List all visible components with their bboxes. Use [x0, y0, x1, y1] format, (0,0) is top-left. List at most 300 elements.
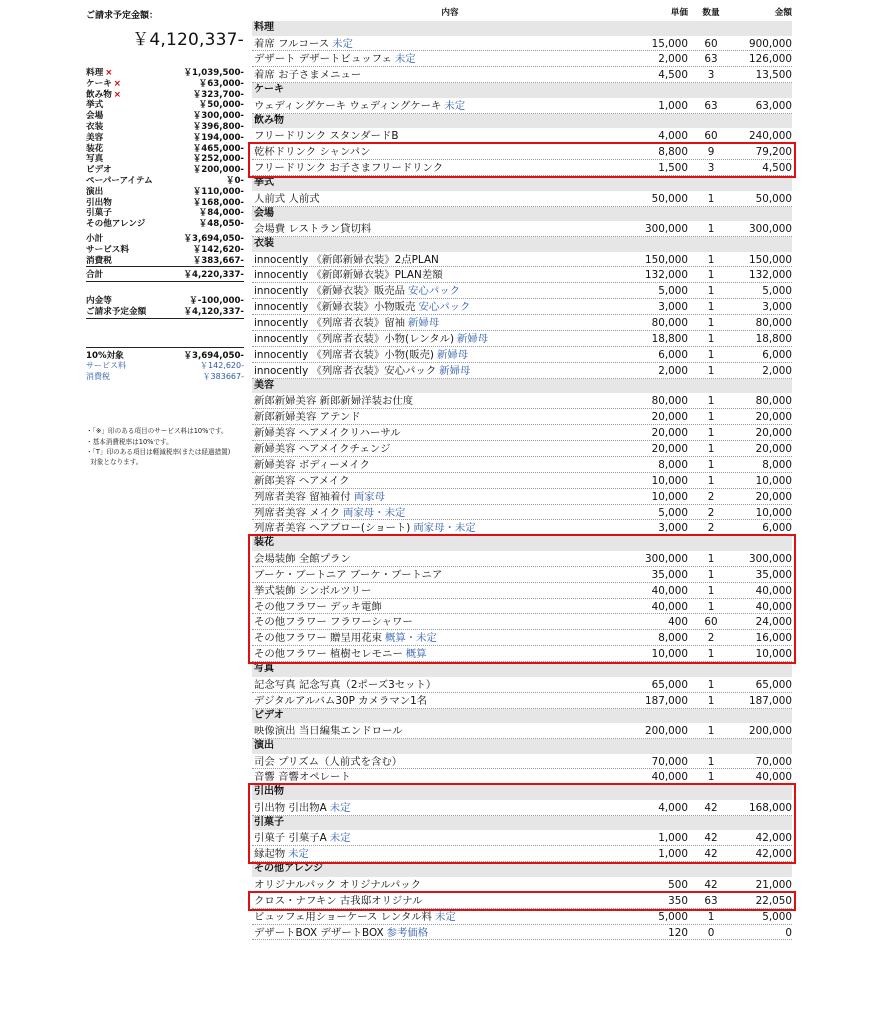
- item-name: 人前式 人前式: [254, 192, 320, 205]
- item-name: 列席者美容 留袖着付: [254, 490, 351, 503]
- table-row: [252, 800, 792, 816]
- item-amount: 50,000: [755, 192, 792, 205]
- item-name-cell: [254, 909, 608, 924]
- category-total-row: [86, 208, 244, 219]
- item-price: 35,000: [651, 568, 688, 581]
- item-tag: 概算: [405, 648, 427, 661]
- item-amount: 240,000: [749, 130, 792, 143]
- item-price: 4,000: [658, 801, 688, 814]
- item-price: 1,500: [658, 162, 688, 175]
- category-total-label: 会場: [86, 111, 104, 122]
- tax-target-label: 10%対象: [86, 350, 124, 361]
- category-header: 衣装: [252, 237, 792, 252]
- category-total-value: ￥200,000-: [192, 165, 244, 176]
- table-row: [252, 846, 792, 862]
- item-price: 300,000: [645, 223, 688, 236]
- item-name-cell: [254, 925, 608, 940]
- table-row: [252, 630, 792, 646]
- estimate-table: [252, 6, 792, 940]
- table-row: [252, 252, 792, 268]
- item-qty: 3: [707, 69, 715, 82]
- table-row: [252, 893, 792, 909]
- item-price: 3,000: [658, 301, 688, 314]
- table-row: [252, 599, 792, 615]
- item-qty: 42: [704, 878, 718, 891]
- item-name-cell: [254, 128, 608, 143]
- item-name-cell: [254, 599, 608, 614]
- item-name: innocently 《新郎新婦衣装》2点PLAN: [254, 253, 439, 266]
- item-amount: 10,000: [755, 506, 792, 519]
- category-total-row: [86, 122, 244, 133]
- table-row: [252, 551, 792, 567]
- item-name-cell: [254, 567, 608, 582]
- item-name: ウェディングケーキ ウェディングケーキ: [254, 99, 442, 112]
- category-total-value: ￥1,039,500-: [183, 68, 244, 78]
- item-price: 8,000: [658, 632, 688, 645]
- item-qty: 1: [707, 755, 715, 768]
- category-header: 演出: [252, 739, 792, 754]
- item-name: クロス・ナフキン 古我邸オリジナル: [254, 894, 423, 907]
- category-total-label: 衣装: [86, 121, 104, 132]
- item-name-cell: [254, 877, 608, 892]
- item-price: 8,800: [658, 146, 688, 159]
- category-total-value: ￥194,000-: [192, 132, 244, 143]
- category-total-value: ￥396,800-: [192, 121, 244, 132]
- item-qty: 63: [704, 894, 718, 907]
- item-amount: 70,000: [755, 755, 792, 768]
- item-qty: 1: [707, 694, 715, 707]
- item-name-cell: [254, 846, 608, 861]
- item-amount: 6,000: [762, 348, 792, 361]
- table-row: [252, 693, 792, 709]
- item-tag: 参考価格: [386, 926, 429, 939]
- tax-target-value: ￥3,694,050-: [183, 350, 244, 361]
- estimate-row: [86, 307, 244, 319]
- item-name-cell: [254, 677, 608, 692]
- item-name: 記念写真 記念写真（2ポーズ3セット）: [254, 678, 437, 691]
- item-name-cell: [254, 393, 608, 408]
- item-name: 列席者美容 メイク: [254, 506, 341, 519]
- table-header: [252, 6, 792, 21]
- item-price: 5,000: [658, 285, 688, 298]
- item-amount: 168,000: [749, 801, 792, 814]
- table-row: [252, 191, 792, 207]
- item-name-cell: [254, 441, 608, 456]
- item-name-cell: [254, 409, 608, 424]
- table-row: [252, 583, 792, 599]
- item-name: 新婦美容 ヘアメイクチェンジ: [254, 442, 391, 455]
- table-row: [252, 160, 792, 176]
- item-tag: 未定: [329, 801, 351, 814]
- item-name: innocently 《列席者衣装》小物(レンタル): [254, 333, 455, 346]
- item-tag: 未定: [394, 53, 416, 66]
- estimate-row-value: ￥4,120,337-: [183, 306, 244, 317]
- table-row: [252, 646, 792, 662]
- item-tag: 未定: [288, 848, 309, 861]
- table-row: [252, 347, 792, 363]
- item-amount: 40,000: [755, 584, 792, 597]
- category-total-row: [86, 198, 244, 209]
- item-amount: 10,000: [755, 474, 792, 487]
- item-name-cell: [254, 769, 608, 784]
- table-body: [252, 21, 792, 940]
- item-qty: 60: [704, 37, 718, 50]
- item-price: 400: [668, 616, 688, 629]
- estimate-total: ￥4,120,337-: [132, 30, 244, 50]
- table-row: [252, 473, 792, 489]
- note-line: ・「T」印のある項目は軽減税率(または経過措置): [86, 448, 231, 457]
- item-tag: 未定: [435, 910, 456, 923]
- tax-label: 消費税: [86, 255, 112, 266]
- item-qty: 1: [707, 771, 715, 784]
- item-qty: 1: [707, 253, 715, 266]
- item-name-cell: [254, 473, 608, 488]
- item-qty: 1: [707, 301, 715, 314]
- item-name-cell: [254, 98, 608, 113]
- item-tag: 両家母・未定: [413, 522, 476, 535]
- deposit-value: ￥-100,000-: [189, 296, 244, 307]
- category-total-value: ￥252,000-: [192, 154, 244, 165]
- item-name-cell: [254, 425, 608, 440]
- category-total-row: [86, 154, 244, 165]
- table-row: [252, 98, 792, 114]
- item-amount: 79,200: [755, 146, 792, 159]
- table-row: [252, 614, 792, 630]
- item-qty: 9: [707, 146, 715, 159]
- category-total-row: [86, 176, 244, 187]
- item-name: その他フラワー フラワーシャワー: [254, 616, 413, 629]
- total-value: ￥4,220,337-: [183, 270, 244, 281]
- item-price: 8,000: [658, 458, 688, 471]
- category-total-label: その他アレンジ: [86, 219, 146, 230]
- item-price: 10,000: [651, 648, 688, 661]
- deposit-row: [86, 296, 244, 307]
- item-name: 音響 音響オペレート: [254, 771, 351, 784]
- table-row: [252, 128, 792, 144]
- table-row: [252, 409, 792, 425]
- item-name-cell: [254, 144, 608, 159]
- item-amount: 21,000: [755, 878, 792, 891]
- service-mark: ×: [113, 89, 121, 100]
- service-label: サービス料: [86, 244, 129, 255]
- item-qty: 2: [707, 522, 715, 535]
- service-mark: ×: [113, 78, 121, 89]
- item-amount: 13,500: [755, 69, 792, 82]
- item-price: 4,000: [658, 130, 688, 143]
- item-tag: 両家母: [353, 490, 385, 503]
- tax-value: ￥383,667-: [192, 255, 244, 266]
- subtotal-label: 小計: [86, 233, 104, 244]
- item-qty: 60: [704, 130, 718, 143]
- item-qty: 2: [707, 490, 715, 503]
- item-price: 40,000: [651, 584, 688, 597]
- item-price: 18,800: [651, 333, 688, 346]
- item-price: 187,000: [645, 694, 688, 707]
- item-name: 引菓子 引菓子A: [254, 832, 327, 845]
- item-amount: 3,000: [762, 301, 792, 314]
- summary-panel: [86, 8, 244, 468]
- tax-service-row: [86, 361, 244, 372]
- item-price: 300,000: [645, 552, 688, 565]
- category-total-row: [86, 111, 244, 122]
- item-name-cell: [254, 331, 608, 346]
- item-price: 150,000: [645, 253, 688, 266]
- item-price: 2,000: [658, 53, 688, 66]
- item-qty: 1: [707, 725, 715, 738]
- item-name: 乾杯ドリンク シャンパン: [254, 146, 371, 159]
- subtotal-row: [86, 234, 244, 245]
- item-name: デザート デザートビュッフェ: [254, 53, 392, 66]
- item-name: 列席者美容 ヘアブロー(ショート): [254, 522, 411, 535]
- item-price: 15,000: [651, 37, 688, 50]
- item-name: 引出物 引出物A: [254, 801, 327, 814]
- item-amount: 5,000: [762, 285, 792, 298]
- item-price: 1,000: [658, 99, 688, 112]
- item-tag: 新婦母: [439, 364, 471, 377]
- total-label: 合計: [86, 270, 104, 281]
- tax-service-value: ￥142,620-: [200, 361, 244, 371]
- item-tag: 新婦母: [408, 317, 440, 330]
- item-name-cell: [254, 160, 608, 175]
- category-totals: [86, 68, 244, 230]
- category-total-value: ￥323,700-: [192, 89, 244, 100]
- tax-breakdown: [86, 347, 244, 383]
- item-price: 132,000: [645, 269, 688, 282]
- item-name-cell: [254, 363, 608, 378]
- item-price: 3,000: [658, 522, 688, 535]
- table-row: [252, 489, 792, 505]
- item-price: 10,000: [651, 474, 688, 487]
- category-header: 飲み物: [252, 114, 792, 129]
- item-amount: 16,000: [755, 632, 792, 645]
- item-name: innocently 《新婦衣装》小物販売: [254, 301, 416, 314]
- item-amount: 300,000: [749, 223, 792, 236]
- item-name: 挙式装飾 シンボルツリー: [254, 584, 372, 597]
- category-total-value: ￥300,000-: [192, 111, 244, 122]
- table-row: [252, 769, 792, 785]
- item-name: 会場装飾 全館プラン: [254, 552, 351, 565]
- item-qty: 1: [707, 568, 715, 581]
- tax-tax-row: [86, 372, 244, 383]
- category-total-row: [86, 187, 244, 198]
- tax-tax-label: 消費税: [86, 371, 110, 381]
- item-qty: 1: [707, 584, 715, 597]
- category-header: 引菓子: [252, 816, 792, 831]
- item-name-cell: [254, 51, 608, 66]
- category-total-label-wrap: [86, 68, 112, 79]
- item-amount: 10,000: [755, 648, 792, 661]
- table-row: [252, 283, 792, 299]
- item-amount: 42,000: [755, 832, 792, 845]
- category-total-value: ￥0-: [225, 175, 244, 186]
- item-name-cell: [254, 800, 608, 815]
- table-row: [252, 505, 792, 521]
- item-name-cell: [254, 347, 608, 362]
- item-price: 20,000: [651, 442, 688, 455]
- item-tag: 新婦母: [436, 348, 469, 361]
- table-row: [252, 925, 792, 941]
- category-header: ケーキ: [252, 83, 792, 98]
- item-name-cell: [254, 723, 608, 738]
- category-header: 料理: [252, 21, 792, 36]
- category-header: 装花: [252, 536, 792, 551]
- item-qty: 1: [707, 348, 715, 361]
- table-row: [252, 909, 792, 925]
- item-amount: 63,000: [755, 99, 792, 112]
- note-line: ・基本消費税率は10%です。: [86, 437, 173, 446]
- item-qty: 60: [704, 616, 718, 629]
- item-name-cell: [254, 267, 608, 282]
- table-row: [252, 425, 792, 441]
- item-tag: 未定: [332, 37, 353, 50]
- category-total-value: ￥84,000-: [198, 208, 244, 219]
- category-header: 挙式: [252, 176, 792, 191]
- item-amount: 20,000: [755, 442, 792, 455]
- item-name: innocently 《新婦衣装》販売品: [254, 285, 406, 298]
- table-row: [252, 457, 792, 473]
- category-total-label: ペーパーアイテム: [86, 175, 153, 186]
- item-name: innocently 《新郎新婦衣装》PLAN差額: [254, 269, 443, 282]
- header-amount: 金額: [774, 8, 792, 18]
- category-header: 引出物: [252, 785, 792, 800]
- item-amount: 22,050: [755, 894, 792, 907]
- item-qty: 2: [707, 506, 715, 519]
- item-amount: 40,000: [755, 600, 792, 613]
- item-tag: 両家母・未定: [343, 506, 406, 519]
- header-price: 単価: [670, 8, 688, 18]
- category-total-label: 美容: [86, 132, 104, 143]
- notes: [86, 426, 246, 468]
- item-qty: 1: [707, 269, 715, 282]
- item-qty: 1: [707, 442, 715, 455]
- item-qty: 1: [707, 600, 715, 613]
- category-total-label: 飲み物: [86, 89, 112, 100]
- category-total-value: ￥48,050-: [198, 219, 244, 230]
- item-price: 5,000: [658, 506, 688, 519]
- category-total-label: 装花: [86, 143, 104, 154]
- item-name-cell: [254, 67, 608, 82]
- category-header: 会場: [252, 207, 792, 222]
- service-mark: ×: [105, 68, 113, 78]
- table-row: [252, 315, 792, 331]
- item-tag: 安心パック: [408, 285, 460, 298]
- item-name-cell: [254, 693, 608, 708]
- table-row: [252, 754, 792, 770]
- item-qty: 1: [707, 474, 715, 487]
- item-name: その他フラワー 植樹セレモニー: [254, 648, 403, 661]
- item-qty: 1: [707, 223, 715, 236]
- tax-target-row: [86, 351, 244, 362]
- item-price: 50,000: [651, 192, 688, 205]
- item-name-cell: [254, 489, 608, 504]
- table-row: [252, 567, 792, 583]
- category-total-label: ビデオ: [86, 165, 112, 176]
- item-qty: 63: [704, 99, 718, 112]
- item-name: オリジナルパック オリジナルパック: [254, 878, 422, 891]
- item-amount: 80,000: [755, 395, 792, 408]
- item-qty: 42: [704, 832, 718, 845]
- item-name-cell: [254, 191, 608, 206]
- table-row: [252, 830, 792, 846]
- item-price: 500: [668, 878, 688, 891]
- item-amount: 20,000: [755, 490, 792, 503]
- table-row: [252, 36, 792, 52]
- item-price: 40,000: [651, 771, 688, 784]
- item-tag: 新婦母: [457, 333, 489, 346]
- item-price: 200,000: [645, 725, 688, 738]
- table-row: [252, 267, 792, 283]
- category-header: その他アレンジ: [252, 862, 792, 877]
- item-tag: 概算・未定: [385, 632, 437, 645]
- item-name: デザートBOX デザートBOX: [254, 926, 384, 939]
- item-tag: 未定: [329, 832, 351, 845]
- item-amount: 126,000: [749, 53, 792, 66]
- item-name: 映像演出 当日編集エンドロール: [254, 725, 403, 738]
- category-total-row: [86, 165, 244, 176]
- table-row: [252, 51, 792, 67]
- item-name-cell: [254, 457, 608, 472]
- table-row: [252, 877, 792, 893]
- item-name-cell: [254, 283, 608, 298]
- deposit-label: 内金等: [86, 296, 112, 307]
- item-tag: 未定: [444, 99, 466, 112]
- total-row: [86, 270, 244, 282]
- table-row: [252, 331, 792, 347]
- item-amount: 40,000: [755, 771, 792, 784]
- item-amount: 200,000: [749, 725, 792, 738]
- item-name: 着席 お子さまメニュー: [254, 69, 362, 82]
- table-row: [252, 393, 792, 409]
- item-name: 司会 プリズム（人前式を含む）: [254, 755, 403, 768]
- category-total-label: 演出: [86, 186, 104, 197]
- item-amount: 187,000: [749, 694, 792, 707]
- header-name: 内容: [441, 8, 459, 18]
- table-row: [252, 221, 792, 237]
- item-name-cell: [254, 893, 608, 908]
- item-price: 80,000: [651, 395, 688, 408]
- item-name: ビュッフェ用ショーケース レンタル料: [254, 910, 433, 923]
- item-amount: 8,000: [762, 458, 792, 471]
- item-price: 40,000: [651, 600, 688, 613]
- item-qty: 1: [707, 648, 715, 661]
- item-amount: 132,000: [749, 269, 792, 282]
- item-name: 新郎新婦美容 アテンド: [254, 411, 361, 424]
- item-name: フリードリンク スタンダードB: [254, 130, 399, 143]
- item-amount: 900,000: [749, 37, 792, 50]
- item-name-cell: [254, 754, 608, 769]
- item-amount: 35,000: [755, 568, 792, 581]
- item-name-cell: [254, 646, 608, 661]
- category-total-label-wrap: [86, 79, 121, 90]
- item-price: 1,000: [658, 832, 688, 845]
- item-qty: 1: [707, 285, 715, 298]
- item-qty: 1: [707, 678, 715, 691]
- table-row: [252, 723, 792, 739]
- category-total-row: [86, 100, 244, 111]
- item-price: 10,000: [651, 490, 688, 503]
- item-name-cell: [254, 830, 608, 845]
- item-price: 1,000: [658, 848, 688, 861]
- item-name-cell: [254, 315, 608, 330]
- tax-service-label: サービス料: [86, 361, 126, 371]
- item-name: デジタルアルバム30P カメラマン1名: [254, 694, 428, 707]
- item-price: 4,500: [658, 69, 688, 82]
- item-name: ブーケ・ブートニア ブーケ・ブートニア: [254, 568, 443, 581]
- item-name-cell: [254, 630, 608, 645]
- item-name-cell: [254, 252, 608, 267]
- item-name: innocently 《列席者衣装》小物(販売): [254, 348, 434, 361]
- item-amount: 18,800: [755, 333, 792, 346]
